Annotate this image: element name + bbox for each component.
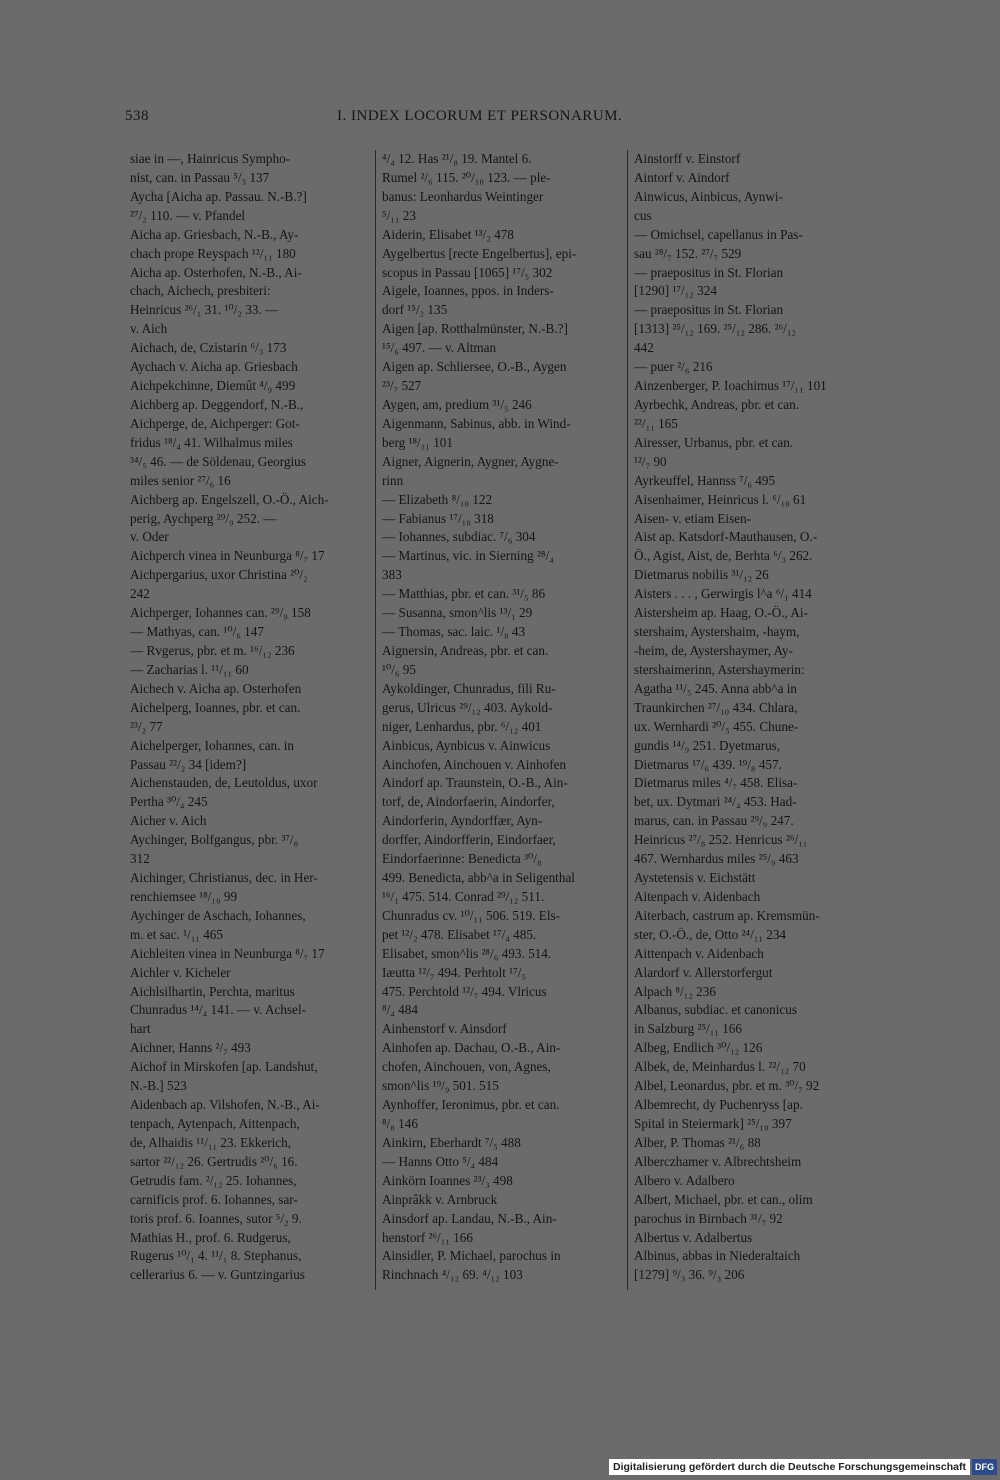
index-line: — praepositus in St. Florian [634, 302, 784, 318]
index-line: 442 [634, 340, 654, 356]
index-line: Ainsidler, P. Michael, parochus in [382, 1248, 561, 1264]
index-line: Pertha ³⁰/₄ 245 [130, 794, 208, 810]
index-line: 475. Perchtold ¹²/₇ 494. Vlricus [382, 983, 547, 999]
index-line: Aichach, de, Czistarin ⁶/₃ 173 [130, 340, 287, 356]
index-line: Alberczhamer v. Albrechtsheim [634, 1153, 802, 1169]
index-line: henstorf ²⁶/₁₁ 166 [382, 1229, 473, 1245]
index-line: ¹⁰/₆ 95 [382, 661, 416, 677]
index-line: Aignersin, Andreas, pbr. et can. [382, 642, 549, 658]
index-line: Aistersheim ap. Haag, O.-Ö., Ai- [634, 605, 808, 621]
index-line: Aichperch vinea in Neunburga ⁸/₇ 17 [130, 548, 325, 564]
column-divider [375, 150, 376, 1290]
index-line: renchiemsee ¹⁸/₁₀ 99 [130, 888, 238, 904]
column-divider [627, 150, 628, 1290]
index-line: ¹⁵/₆ 497. — v. Altman [382, 340, 497, 356]
index-line: Aisen- v. etiam Eisen- [634, 510, 752, 526]
index-line: ⁸/₈ 146 [382, 1116, 418, 1132]
index-line: Ainhenstorf v. Ainsdorf [382, 1021, 507, 1037]
index-line: cus [634, 207, 652, 223]
index-line: Ayrbechk, Andreas, pbr. et can. [634, 396, 800, 412]
index-line: chach, Aichech, presbiteri: [130, 283, 271, 299]
index-line: 383 [382, 567, 402, 583]
index-line: Rinchnach ⁴/₁₂ 69. ⁴/₁₂ 103 [382, 1267, 523, 1283]
index-line: smon^lis ¹⁹/₉ 501. 515 [382, 1078, 499, 1094]
index-line: Ainsdorf ap. Landau, N.-B., Ain- [382, 1210, 557, 1226]
index-line: Chunradus cv. ¹⁰/₁₁ 506. 519. Els- [382, 907, 561, 923]
index-line: Aist ap. Katsdorf-Mauthausen, O.- [634, 529, 818, 545]
index-line: Aicha ap. Osterhofen, N.-B., Ai- [130, 264, 302, 280]
index-line: m. et sac. ¹/₁₁ 465 [130, 926, 223, 942]
index-line: Aittenpach v. Aidenbach [634, 945, 764, 961]
index-line: Ainkirn, Eberhardt ⁷/₅ 488 [382, 1134, 521, 1150]
index-line: Aicha ap. Griesbach, N.-B., Ay- [130, 226, 299, 242]
index-line: sartor ²²/₁₂ 26. Gertrudis ²⁰/₆ 16. [130, 1153, 298, 1169]
dfg-logo: DFG [972, 1459, 997, 1475]
index-line: Ainprâkk v. Arnbruck [382, 1191, 498, 1207]
index-line: sau ²⁸/₇ 152. ²⁷/₇ 529 [634, 245, 742, 261]
index-line: Agatha ¹¹/₅ 245. Anna abb^a in [634, 680, 797, 696]
index-line: Aindorferin, Ayndorffær, Ayn- [382, 813, 543, 829]
index-column-2 [382, 150, 622, 1285]
index-line: Albeg, Endlich ³⁰/₁₂ 126 [634, 1040, 763, 1056]
index-line: Ainkörn Ioannes ²³/₃ 498 [382, 1172, 513, 1188]
index-line: — Zacharias l. ¹¹/₁₁ 60 [130, 661, 249, 677]
index-line: Ainhofen ap. Dachau, O.-B., Ain- [382, 1040, 561, 1056]
index-line: Aigen ap. Schliersee, O.-B., Aygen [382, 359, 567, 375]
index-line: Traunkirchen ²⁷/₁₀ 434. Chlara, [634, 699, 798, 715]
index-line: Albinus, abbas in Niederaltaich [634, 1248, 801, 1264]
index-line: fridus ¹⁸/₄ 41. Wilhalmus miles [130, 434, 293, 450]
index-line: Alardorf v. Allerstorfergut [634, 964, 773, 980]
index-line: in Salzburg ²⁵/₁₁ 166 [634, 1021, 742, 1037]
index-line: v. Oder [130, 529, 169, 545]
index-line: ⁴/₄ 12. Has ²¹/₈ 19. Mantel 6. [382, 151, 532, 166]
index-line: Dietmarus nobilis ³¹/₁₂ 26 [634, 567, 769, 583]
index-line: dorffer, Aindorfferin, Eindorfaer, [382, 832, 556, 848]
index-line: ux. Wernhardi ²⁰/₅ 455. Chune- [634, 718, 799, 734]
index-line: Elisabet, smon^lis ²⁸/₆ 493. 514. [382, 945, 552, 961]
index-line: rinn [382, 472, 404, 488]
index-line: Heinricus ²⁷/₈ 252. Henricus ²⁶/₁₁ [634, 832, 808, 848]
index-line: Aichenstauden, de, Leutoldus, uxor [130, 775, 318, 791]
index-line: Aindorf ap. Traunstein, O.-B., Ain- [382, 775, 568, 791]
index-line: scopus in Passau [1065] ¹⁷/₅ 302 [382, 264, 553, 280]
index-line: Aichberg ap. Deggendorf, N.-B., [130, 396, 304, 412]
index-line: Aigner, Aignerin, Aygner, Aygne- [382, 453, 559, 469]
index-line: torf, de, Aindorfaerin, Aindorfer, [382, 794, 555, 810]
index-line: Rumel ²/₆ 115. ²⁰/₁₀ 123. — ple- [382, 169, 551, 185]
index-line: Airesser, Urbanus, pbr. et can. [634, 434, 794, 450]
index-line: Ainbicus, Aynbicus v. Ainwicus [382, 737, 551, 753]
page-title: I. INDEX LOCORUM ET PERSONARUM. [337, 108, 623, 124]
index-line: Aigen [ap. Rotthalmünster, N.-B.?] [382, 321, 568, 337]
index-line: Aichlsilhartin, Perchta, maritus [130, 983, 295, 999]
index-line: — Omichsel, capellanus in Pas- [634, 226, 803, 242]
index-line: Aichberg ap. Engelszell, O.-Ö., Aich- [130, 491, 329, 507]
index-line: siae in —, Hainricus Sympho- [130, 151, 291, 166]
index-line: — Mathyas, can. ¹⁰/₆ 147 [130, 624, 264, 640]
index-line: Aichpekchinne, Diemût ⁴/₉ 499 [130, 378, 296, 394]
index-line: perig, Aychperg ²⁹/₉ 252. — [130, 510, 277, 526]
index-line: Aichler v. Kicheler [130, 964, 231, 980]
index-line: — Martinus, vic. in Sierning ²⁸/₄ [382, 548, 554, 564]
index-line: Aichelperger, Iohannes, can. in [130, 737, 295, 753]
index-line: — Matthias, pbr. et can. ³¹/₅ 86 [382, 586, 546, 602]
index-line: Dietmarus ¹⁷/₆ 439. ¹⁹/₈ 457. [634, 756, 782, 772]
funding-text: Digitalisierung gefördert durch die Deutsche Forschungsgemeinschaft [609, 1459, 970, 1475]
index-line: Albel, Leonardus, pbr. et m. ³⁰/₇ 92 [634, 1078, 820, 1094]
index-line: toris prof. 6. Ioannes, sutor ⁵/₂ 9. [130, 1210, 302, 1226]
index-line: — Rvgerus, pbr. et m. ¹⁶/₁₂ 236 [130, 642, 295, 658]
index-line: v. Aich [130, 321, 168, 337]
index-line: Aichperge, de, Aichperger: Got- [130, 415, 300, 431]
index-line: marus, can. in Passau ²⁹/₉ 247. [634, 813, 794, 829]
index-line: Spital in Steiermark] ²⁵/₁₀ 397 [634, 1116, 792, 1132]
index-line: Albertus v. Adalbertus [634, 1229, 753, 1245]
index-line: Aychach v. Aicha ap. Griesbach [130, 359, 298, 375]
index-line: Passau ²²/₂ 34 [idem?] [130, 756, 247, 772]
index-line: N.-B.] 523 [130, 1078, 187, 1094]
index-line: Aisenhaimer, Heinricus l. ⁶/₁₀ 61 [634, 491, 807, 507]
index-line: Eindorfaerinne: Benedicta ³⁰/₈ [382, 851, 542, 867]
index-line: Aiterbach, castrum ap. Kremsmün- [634, 907, 820, 923]
index-line: tenpach, Aytenpach, Aittenpach, [130, 1116, 300, 1132]
index-line: Aynhoffer, Ieronimus, pbr. et can. [382, 1097, 560, 1113]
index-line: carnificis prof. 6. Iohannes, sar- [130, 1191, 298, 1207]
index-line: Aisters . . . , Gerwirgis l^a ⁶/₁ 414 [634, 586, 812, 602]
index-line: ²³/₂ 77 [130, 718, 163, 734]
index-line: Aystetensis v. Eichstätt [634, 870, 756, 886]
index-line: [1290] ¹⁷/₁₂ 324 [634, 283, 717, 299]
index-line: cellerarius 6. — v. Guntzingarius [130, 1267, 305, 1283]
index-line: Albero v. Adalbero [634, 1172, 735, 1188]
index-line: — Susanna, smon^lis ¹³/₁ 29 [382, 605, 533, 621]
index-line: [1279] ⁹/₃ 36. ⁹/₃ 206 [634, 1267, 745, 1283]
index-line: Aichech v. Aicha ap. Osterhofen [130, 680, 302, 696]
index-line: gundis ¹⁴/₉ 251. Dyetmarus, [634, 737, 781, 753]
index-line: Aigenmann, Sabinus, abb. in Wind- [382, 415, 571, 431]
index-line: ³⁴/₅ 46. — de Söldenau, Georgius [130, 453, 306, 469]
index-line: Aichner, Hanns ²/₇ 493 [130, 1040, 251, 1056]
index-line: Rugerus ¹⁰/₁ 4. ¹¹/₁ 8. Stephanus, [130, 1248, 302, 1264]
index-line: 499. Benedicta, abb^a in Seligenthal [382, 870, 575, 886]
index-line: stershaim, Aystershaim, -haym, [634, 624, 800, 640]
index-line: — puer ²/₆ 216 [634, 359, 713, 375]
index-line: niger, Lenhardus, pbr. ⁶/₁₂ 401 [382, 718, 542, 734]
index-line: Aychinger de Aschach, Iohannes, [130, 907, 306, 923]
index-line: Ainchofen, Ainchouen v. Ainhofen [382, 756, 567, 772]
index-line: chofen, Ainchouen, von, Agnes, [382, 1059, 551, 1075]
index-line: 467. Wernhardus miles ²⁵/₉ 463 [634, 851, 799, 867]
index-line: miles senior ²⁷/₆ 16 [130, 472, 231, 488]
index-line: Albanus, subdiac. et canonicus [634, 1002, 797, 1018]
index-line: — Hanns Otto ⁵/₄ 484 [382, 1153, 499, 1169]
index-line: Aychinger, Bolfgangus, pbr. ³⁷/₈ [130, 832, 299, 848]
index-line: 312 [130, 851, 150, 867]
index-line: berg ¹⁸/₁₁ 101 [382, 434, 453, 450]
index-line: Aiderin, Elisabet ¹³/₂ 478 [382, 226, 514, 242]
index-line: stershaimerinn, Astershaymerin: [634, 661, 805, 677]
index-line: parochus in Birnbach ³¹/₇ 92 [634, 1210, 783, 1226]
index-line: — praepositus in St. Florian [634, 264, 784, 280]
index-line: Ayrkeuffel, Hannss ⁷/₆ 495 [634, 472, 776, 488]
index-line: Alber, P. Thomas ²¹/₆ 88 [634, 1134, 761, 1150]
index-line: Aygelbertus [recte Engelbertus], epi- [382, 245, 577, 261]
index-line: Albemrecht, dy Puchenryss [ap. [634, 1097, 803, 1113]
index-line: Heinricus ²⁶/₁ 31. ¹⁰/₂ 33. — [130, 302, 279, 318]
index-line: ¹²/₇ 90 [634, 453, 667, 469]
index-line: Dietmarus miles ⁴/₇ 458. Elisa- [634, 775, 798, 791]
index-line: Aichof in Mirskofen [ap. Landshut, [130, 1059, 318, 1075]
index-line: Ainzenberger, P. Ioachimus ¹⁷/₁₁ 101 [634, 378, 827, 394]
index-line: gerus, Ulricus ²⁹/₁₂ 403. Aykold- [382, 699, 553, 715]
index-line: Aygen, am, predium ³¹/₅ 246 [382, 396, 532, 412]
index-line: — Elizabeth ⁸/₁₀ 122 [382, 491, 493, 507]
index-line: banus: Leonhardus Weintinger [382, 188, 544, 204]
index-line: Aichpergarius, uxor Christina ²⁰/₂ [130, 567, 308, 583]
index-line: nist, can. in Passau ⁵/₃ 137 [130, 169, 270, 185]
index-line: ⁵/₁₁ 23 [382, 207, 416, 223]
index-line: de, Alhaidis ¹¹/₁₁ 23. Ekkerich, [130, 1134, 292, 1150]
index-line: Ö., Agist, Aist, de, Berhta ⁶/₃ 262. [634, 548, 813, 564]
index-line: bet, ux. Dytmari ²⁴/₄ 453. Had- [634, 794, 797, 810]
index-line: Chunradus ¹⁴/₄ 141. — v. Achsel- [130, 1002, 307, 1018]
index-line: Aykoldinger, Chunradus, fili Ru- [382, 680, 556, 696]
index-line: ²²/₁₁ 165 [634, 415, 678, 431]
index-line: Mathias H., prof. 6. Rudgerus, [130, 1229, 291, 1245]
page-number: 538 [125, 108, 149, 124]
index-line: Aichelperg, Ioannes, pbr. et can. [130, 699, 301, 715]
index-line: dorf ¹⁵/₂ 135 [382, 302, 448, 318]
index-line: Aicher v. Aich [130, 813, 207, 829]
index-line: Aintorf v. Aindorf [634, 169, 730, 185]
index-line: ²⁷/₂ 110. — v. Pfandel [130, 207, 246, 223]
index-line: Aigele, Ioannes, ppos. in Inders- [382, 283, 554, 299]
index-column-1 [130, 150, 370, 1285]
index-line: Ainstorff v. Einstorf [634, 151, 741, 166]
index-line: Aitenpach v. Aidenbach [634, 888, 761, 904]
index-line: ster, O.-Ö., de, Otto ²⁴/₁₁ 234 [634, 926, 787, 942]
index-line: 242 [130, 586, 150, 602]
index-line: Aichleiten vinea in Neunburga ⁸/₇ 17 [130, 945, 325, 961]
index-line: Aichperger, Iohannes can. ²⁹/₉ 158 [130, 605, 311, 621]
index-line: -heim, de, Aystershaymer, Ay- [634, 642, 793, 658]
index-line: Getrudis fam. ²/₁₂ 25. Iohannes, [130, 1172, 297, 1188]
index-line: Iæutta ¹²/₇ 494. Perhtolt ¹⁷/₅ [382, 964, 526, 980]
index-line: [1313] ²⁵/₁₂ 169. ²⁵/₁₂ 286. ²⁶/₁₂ [634, 321, 797, 337]
index-line: — Fabianus ¹⁷/₁₀ 318 [382, 510, 494, 526]
index-line: Ainwicus, Ainbicus, Aynwi- [634, 188, 783, 204]
funding-footer [609, 1459, 997, 1475]
index-line: hart [130, 1021, 151, 1037]
index-line: Aidenbach ap. Vilshofen, N.-B., Ai- [130, 1097, 320, 1113]
index-line: Albert, Michael, pbr. et can., olim [634, 1191, 813, 1207]
index-line: Aichinger, Christianus, dec. in Her- [130, 870, 318, 886]
page-header [125, 108, 875, 132]
index-line: pet ¹²/₂ 478. Elisabet ¹⁷/₄ 485. [382, 926, 537, 942]
index-line: ¹⁶/₁ 475. 514. Conrad ²⁹/₁₂ 511. [382, 888, 545, 904]
index-line: ⁸/₄ 484 [382, 1002, 418, 1018]
index-line: — Thomas, sac. laic. ¹/₈ 43 [382, 624, 526, 640]
index-line: — Iohannes, subdiac. ⁷/₆ 304 [382, 529, 536, 545]
index-column-3 [634, 150, 874, 1285]
index-line: Alpach ⁸/₁₂ 236 [634, 983, 716, 999]
index-line: Aycha [Aicha ap. Passau. N.-B.?] [130, 188, 307, 204]
index-line: chach prope Reyspach ¹²/₁₁ 180 [130, 245, 296, 261]
index-line: ²³/₇ 527 [382, 378, 422, 394]
index-line: Albek, de, Meinhardus l. ²²/₁₂ 70 [634, 1059, 806, 1075]
